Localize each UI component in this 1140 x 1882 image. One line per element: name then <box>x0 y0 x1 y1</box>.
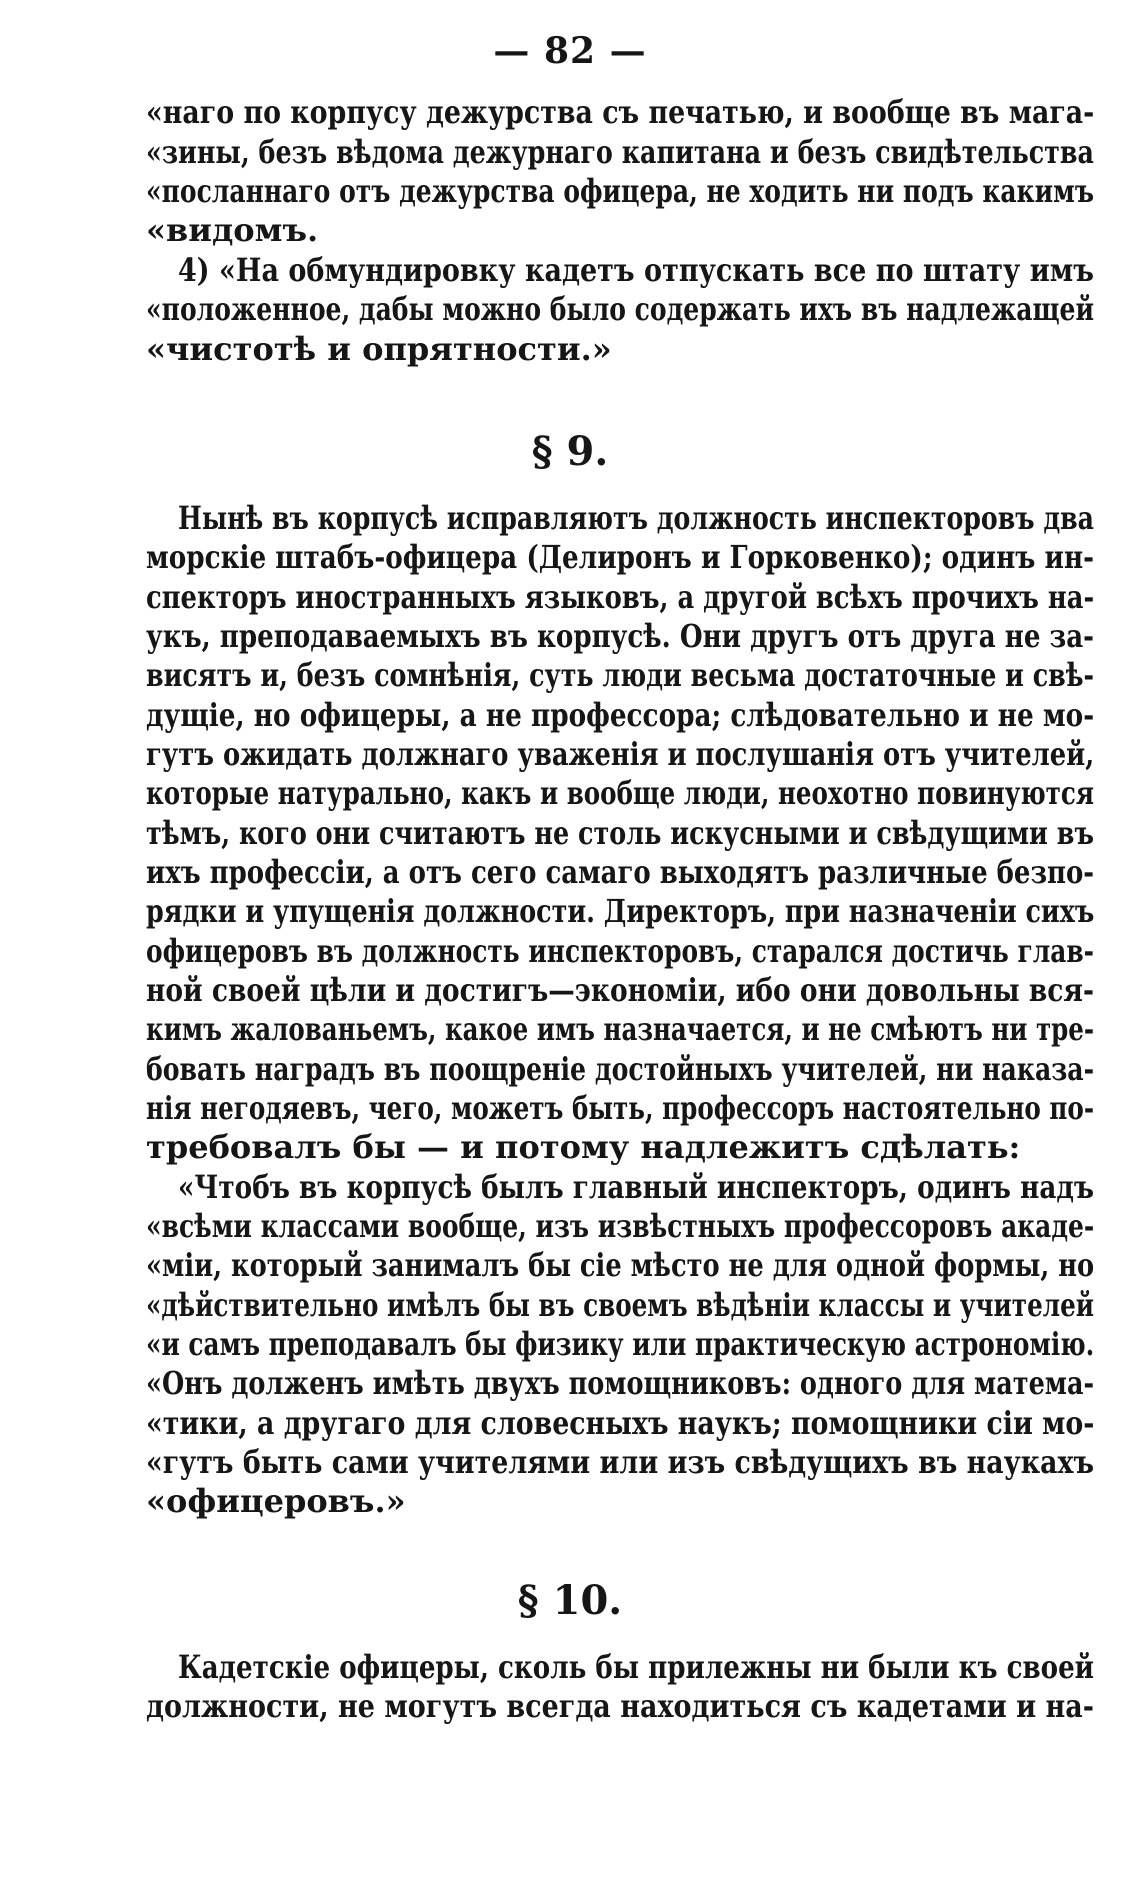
text-line: «зины, безъ вѣдома дежурнаго капитана и безъ свидѣтельства <box>146 133 1094 171</box>
page-number: — 82 — <box>493 30 647 72</box>
quote-line: «дѣйствительно имѣлъ бы въ своемъ вѣдѣніи классы и учителей <box>146 1286 1095 1324</box>
paragraph-line: рядки и упущенія должности. Директоръ, при назначеніи сихъ <box>146 892 1095 930</box>
section-heading: § 9. <box>531 428 609 475</box>
quote-line: «тики, а другаго для словесныхъ наукъ; помощники сіи мо- <box>146 1404 1095 1442</box>
quote-line: «гутъ быть сами учителями или изъ свѣдущихъ въ наукахъ <box>146 1443 1095 1481</box>
paragraph-line: спекторъ иностранныхъ языковъ, а другой всѣхъ прочихъ на- <box>146 578 1095 616</box>
paragraph-line: офицеровъ въ должность инспекторовъ, старался достичь глав- <box>146 932 1094 970</box>
quote-line: «офицеровъ.» <box>146 1482 406 1520</box>
paragraph-line: нія негодяевъ, чего, можетъ быть, профессоръ настоятельно по- <box>146 1089 1095 1127</box>
text-line: «видомъ. <box>146 211 319 249</box>
paragraph-line: укъ, преподаваемыхъ въ корпусѣ. Они другъ отъ друга не за- <box>146 617 1094 655</box>
paragraph-line: гутъ ожидать должнаго уваженія и послушанія отъ учителей, <box>146 735 1095 773</box>
paragraph-line: кимъ жалованьемъ, какое имъ назначается, и не смѣютъ ни тре- <box>146 1010 1095 1048</box>
paragraph-line: морскіе штабъ-офицера (Делиронъ и Горковенко); одинъ ин- <box>146 538 1095 576</box>
text-line: «положенное, дабы можно было содержать ихъ въ надлежащей <box>146 290 1095 328</box>
paragraph-line: должности, не могутъ всегда находиться съ кадетами и на- <box>146 1687 1094 1725</box>
paragraph-line: тѣмъ, кого они считаютъ не столь искусными и свѣдущими въ <box>146 814 1094 852</box>
paragraph-line: которые натурально, какъ и вообще люди, неохотно повинуются <box>146 774 1094 812</box>
paragraph-line: бовать наградъ въ поощреніе достойныхъ учителей, ни наказа- <box>146 1050 1095 1088</box>
text-line: «чистотѣ и опрятности.» <box>146 330 612 368</box>
section-heading: § 10. <box>517 1577 623 1624</box>
paragraph-line: висятъ и, безъ сомнѣнія, суть люди весьма достаточные и свѣ- <box>146 656 1095 694</box>
text-line: «наго по корпусу дежурства съ печатью, и вообще въ мага- <box>146 93 1095 131</box>
paragraph-line: дущіе, но офицеры, а не профессора; слѣдовательно и не мо- <box>146 696 1095 734</box>
paragraph-line: Нынѣ въ корпусѣ исправляютъ должность инспекторовъ два <box>178 499 1094 537</box>
quote-line: «Чтобъ въ корпусѣ былъ главный инспекторъ, одинъ надъ <box>178 1168 1095 1206</box>
quote-line: «всѣми классами вообще, изъ извѣстныхъ профессоровъ акаде- <box>146 1207 1095 1245</box>
text-line: 4) «На обмундировку кадетъ отпускать все по штату имъ <box>178 251 1094 289</box>
quote-line: «Онъ долженъ имѣть двухъ помощниковъ: одного для матема- <box>146 1364 1095 1402</box>
paragraph-line: требовалъ бы — и потому надлежитъ сдѣлать: <box>146 1128 1021 1166</box>
quote-line: «міи, который занималъ бы сіе мѣсто не для одной формы, но <box>146 1246 1095 1284</box>
paragraph-line: ихъ профессіи, а отъ сего самаго выходятъ различные безпо- <box>146 853 1095 891</box>
paragraph-line: ной своей цѣли и достигъ—экономіи, ибо они довольны вся- <box>146 971 1094 1009</box>
quote-line: «и самъ преподавалъ бы физику или практическую астрономію. <box>146 1325 1095 1363</box>
paragraph-line: Кадетскіе офицеры, сколь бы прилежны ни были къ своей <box>178 1648 1095 1686</box>
text-line: «посланнаго отъ дежурства офицера, не ходить ни подъ какимъ <box>146 172 1095 210</box>
